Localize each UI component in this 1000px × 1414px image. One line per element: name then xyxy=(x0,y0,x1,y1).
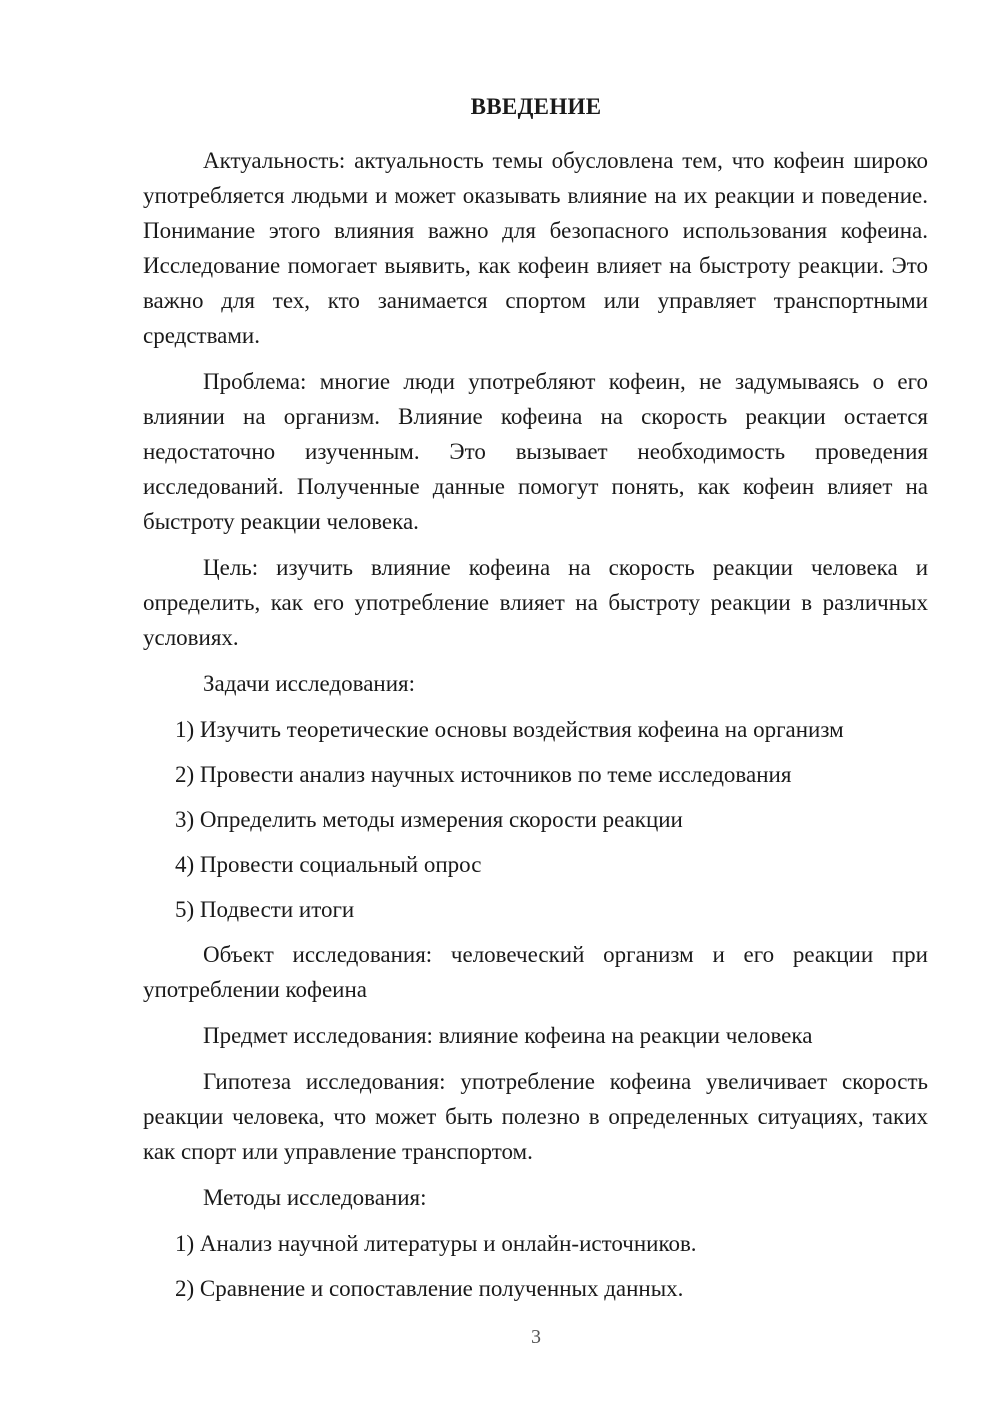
document-body xyxy=(143,143,928,1316)
list-item-task-3: 3) Определить методы измерения скорости реакции xyxy=(175,807,683,832)
paragraph-relevance: Актуальность: актуальность темы обусловлена тем, что кофеин широко употребляется людьми и может оказывать влияние на их реакции и поведение. Понимание этого влияния важно для безопасного использования кофеина. Исследование помогает выявить, как кофеин влияет на быстроту реакции. Это важно для тех, кто занимается спортом или управляет транспортными средствами. xyxy=(143,148,928,348)
page-number: 3 xyxy=(531,1326,541,1348)
list-item-method-1: 1) Анализ научной литературы и онлайн-источников. xyxy=(175,1231,697,1256)
list-item-task-4: 4) Провести социальный опрос xyxy=(175,852,482,877)
tasks-heading: Задачи исследования: xyxy=(203,671,416,696)
paragraph-goal: Цель: изучить влияние кофеина на скорость реакции человека и определить, как его употребление влияет на быстроту реакции в различных условиях. xyxy=(143,555,928,650)
list-item-task-5: 5) Подвести итоги xyxy=(175,897,355,922)
paragraph-subject: Предмет исследования: влияние кофеина на реакции человека xyxy=(203,1023,813,1048)
paragraph-hypothesis: Гипотеза исследования: употребление кофеина увеличивает скорость реакции человека, что может быть полезно в определенных ситуациях, таких как спорт или управление транспортом. xyxy=(143,1069,928,1164)
paragraph-problem: Проблема: многие люди употребляют кофеин, не задумываясь о его влиянии на организм. Влияние кофеина на скорость реакции остается недостаточно изученным. Это вызывает необходимость проведения исследований. Полученные данные помогут понять, как кофеин влияет на быстроту реакции человека. xyxy=(143,369,928,534)
list-item-task-1: 1) Изучить теоретические основы воздействия кофеина на организм xyxy=(175,717,844,742)
list-item-task-2: 2) Провести анализ научных источников по теме исследования xyxy=(175,762,792,787)
list-item-method-2: 2) Сравнение и сопоставление полученных данных. xyxy=(175,1276,684,1301)
page-title: ВВЕДЕНИЕ xyxy=(470,94,602,119)
methods-list xyxy=(143,1226,928,1306)
paragraph-object: Объект исследования: человеческий организм и его реакции при употреблении кофеина xyxy=(143,942,928,1002)
methods-heading: Методы исследования: xyxy=(203,1185,427,1210)
tasks-list xyxy=(143,712,928,927)
